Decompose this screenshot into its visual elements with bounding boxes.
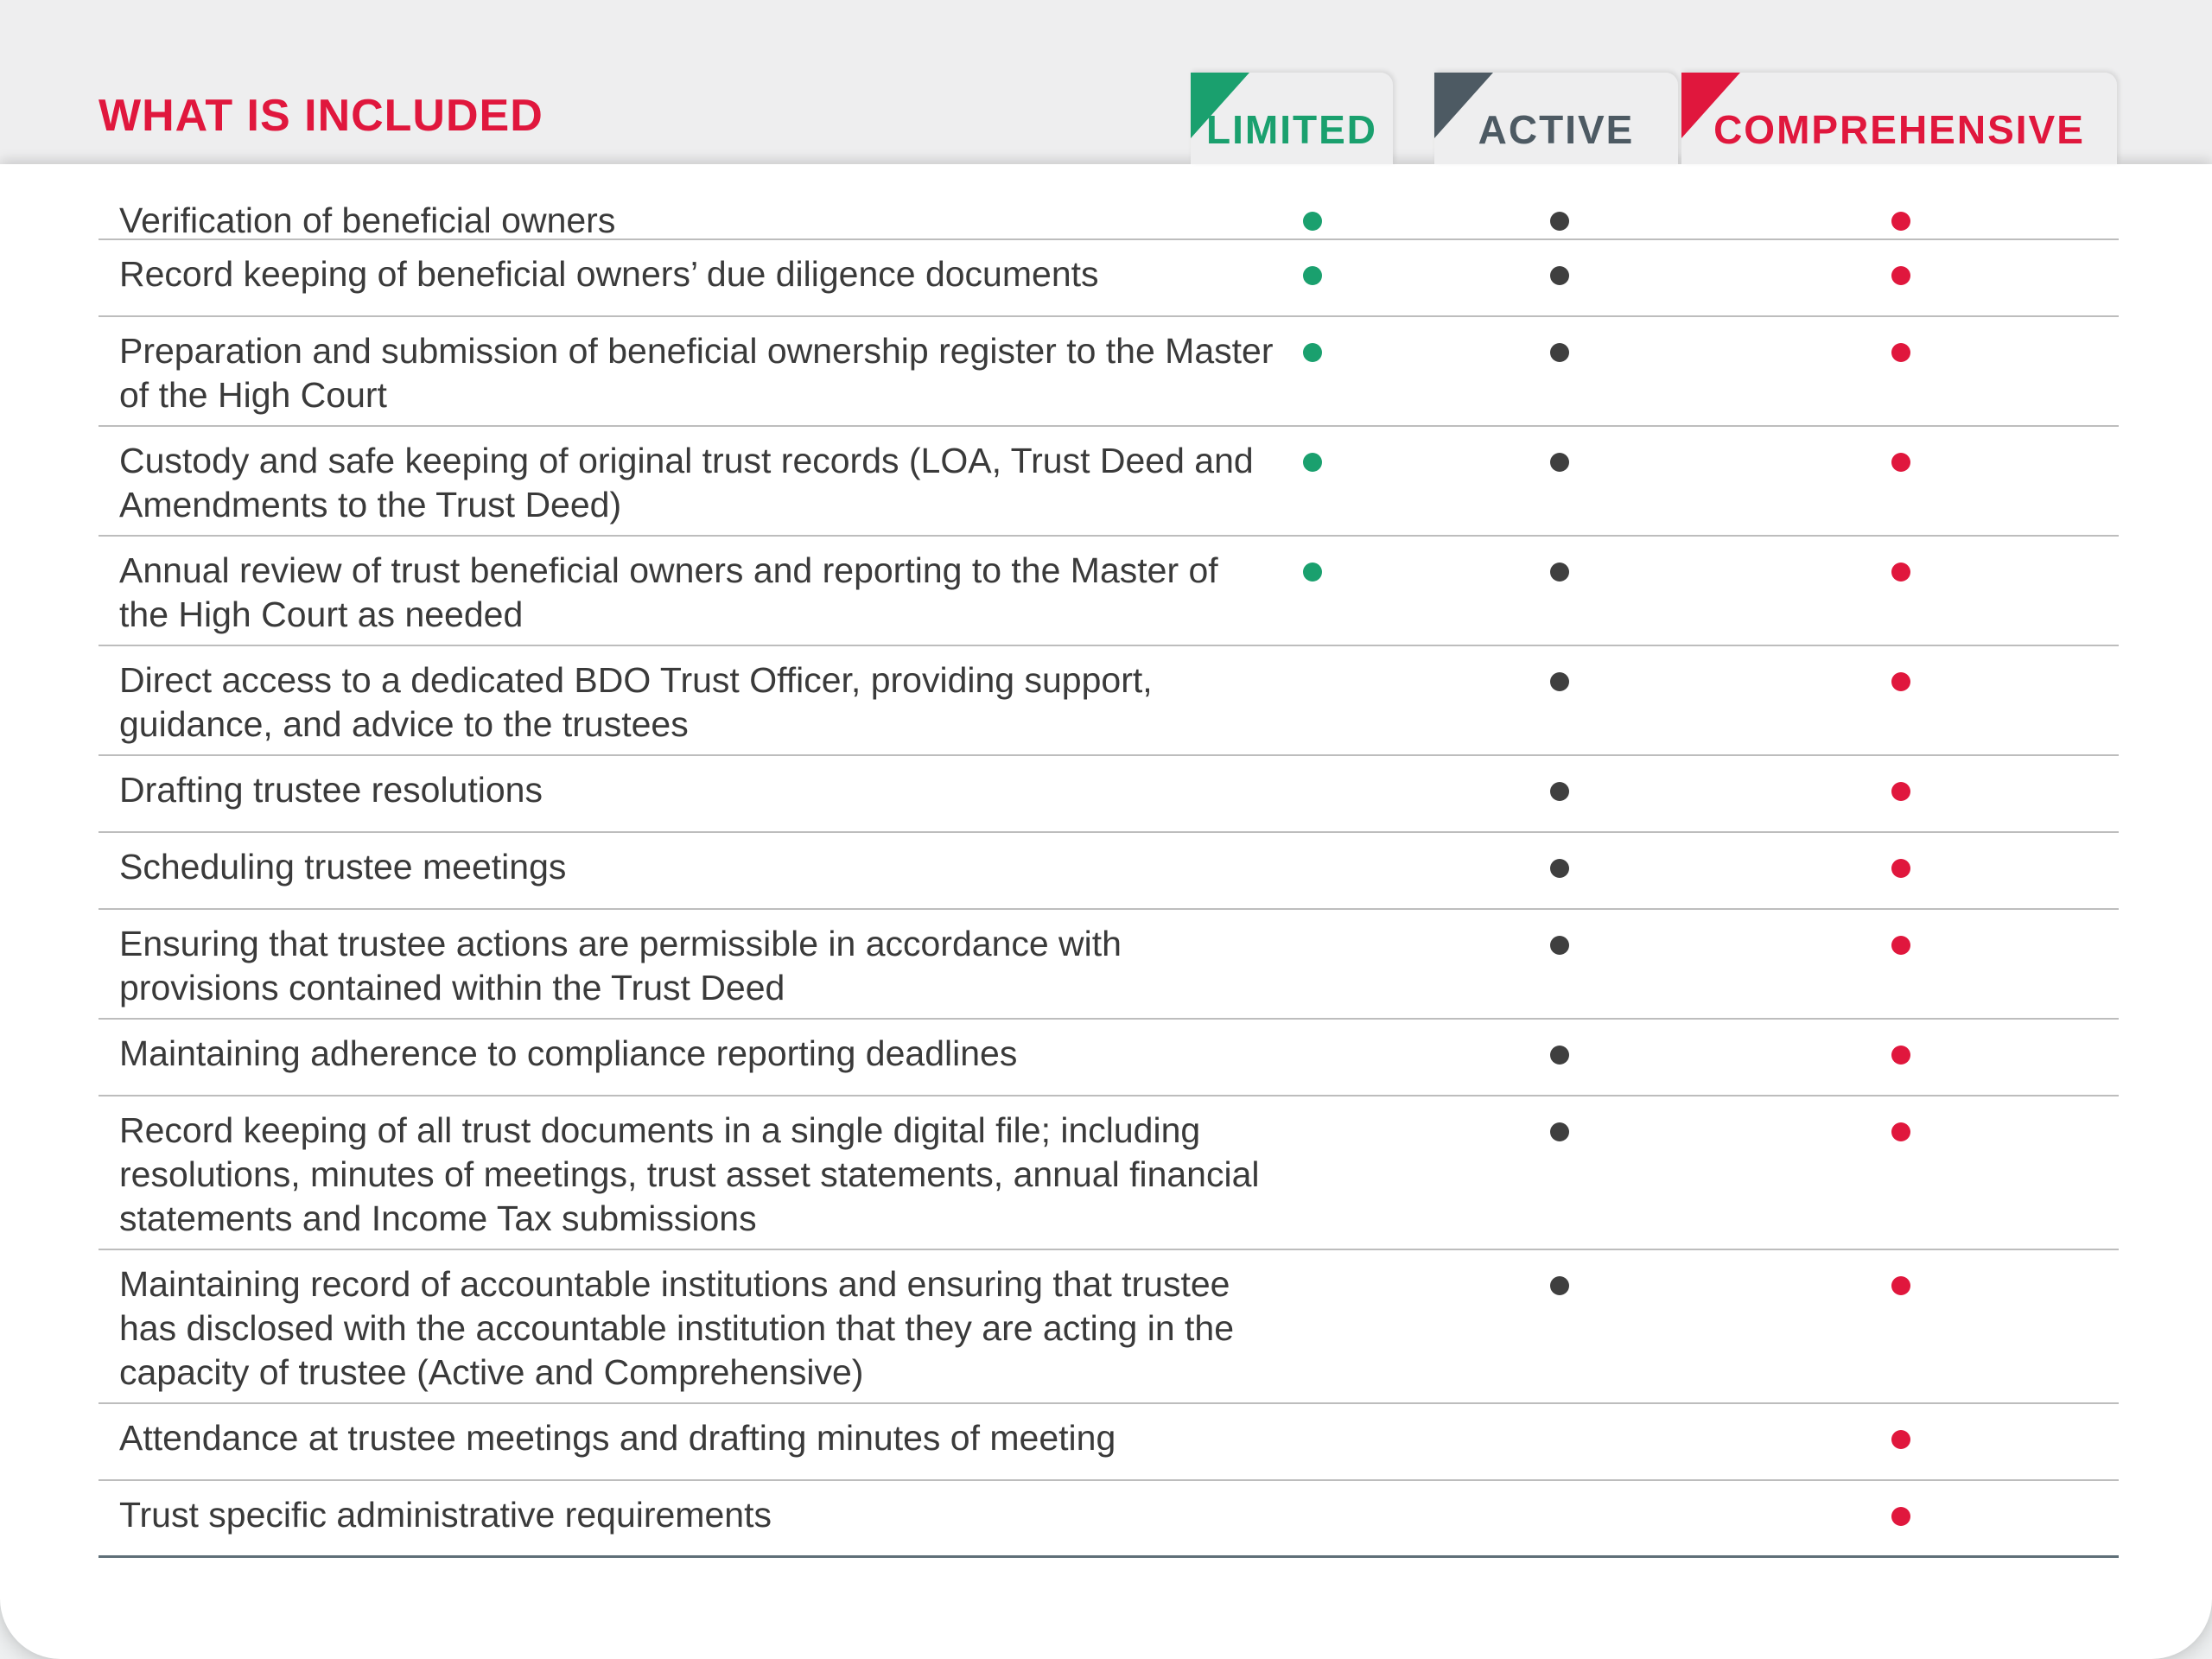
active-included-dot [1550,1046,1569,1065]
features-table [99,181,2119,1558]
comprehensive-included-dot [1891,1507,1910,1526]
active-included-dot [1550,453,1569,472]
table-row [99,537,2119,646]
comprehensive-included-dot [1891,343,1910,362]
feature-text: Preparation and submission of beneficial ownership register to the Master of the High Court [119,331,1274,415]
feature-text: Custody and safe keeping of original trust records (LOA, Trust Deed and Amendments to the Trust Deed) [119,441,1254,524]
table-row [99,1481,2119,1558]
comprehensive-included-dot [1891,1046,1910,1065]
active-included-dot [1550,859,1569,878]
comprehensive-included-dot [1891,936,1910,955]
table-row [99,1250,2119,1404]
table-row [99,427,2119,537]
tab-limited[interactable] [1191,73,1393,164]
comprehensive-included-dot [1891,266,1910,285]
active-included-dot [1550,936,1569,955]
feature-text: Direct access to a dedicated BDO Trust Officer, providing support, guidance, and advice to the trustees [119,660,1153,744]
feature-text: Scheduling trustee meetings [119,847,567,887]
active-included-dot [1550,343,1569,362]
comprehensive-included-dot [1891,1430,1910,1449]
limited-included-dot [1303,212,1322,231]
limited-included-dot [1303,266,1322,285]
active-included-dot [1550,1276,1569,1295]
feature-text: Ensuring that trustee actions are permissible in accordance with provisions contained within the Trust Deed [119,924,1122,1007]
table-row [99,240,2119,317]
tab-label-active: ACTIVE [1478,107,1635,152]
table-row [99,317,2119,427]
comprehensive-included-dot [1891,859,1910,878]
tab-comprehensive[interactable] [1681,73,2117,164]
feature-text: Attendance at trustee meetings and drafting minutes of meeting [119,1418,1116,1458]
comprehensive-included-dot [1891,782,1910,801]
feature-text: Record keeping of all trust documents in a single digital file; including resolutions, minutes of meetings, trust asset statements, annual financial statements and Income Tax submissions [119,1110,1260,1238]
table-row [99,1404,2119,1481]
table-row [99,910,2119,1020]
active-included-dot [1550,672,1569,691]
tab-label-limited: LIMITED [1206,107,1377,152]
limited-included-dot [1303,563,1322,582]
feature-text: Verification of beneficial owners [119,200,616,240]
active-included-dot [1550,266,1569,285]
feature-text: Trust specific administrative requirements [119,1495,772,1535]
section-title: WHAT IS INCLUDED [99,91,543,141]
active-included-dot [1550,563,1569,582]
active-included-dot [1550,1122,1569,1141]
active-included-dot [1550,212,1569,231]
table-row [99,1020,2119,1096]
feature-text: Annual review of trust beneficial owners and reporting to the Master of the High Court as needed [119,550,1218,634]
active-included-dot [1550,782,1569,801]
comprehensive-included-dot [1891,212,1910,231]
table-row [99,756,2119,833]
comprehensive-included-dot [1891,563,1910,582]
table-row [99,1096,2119,1250]
feature-text: Maintaining record of accountable institutions and ensuring that trustee has disclosed with the accountable institution that they are acting in the capacity of trustee (Active and Comprehensive) [119,1264,1235,1392]
comprehensive-included-dot [1891,672,1910,691]
table-row [99,646,2119,756]
limited-included-dot [1303,453,1322,472]
tab-label-comprehensive: COMPREHENSIVE [1713,107,2085,152]
tab-active[interactable] [1434,73,1678,164]
comprehensive-included-dot [1891,1122,1910,1141]
comprehensive-included-dot [1891,453,1910,472]
comprehensive-included-dot [1891,1276,1910,1295]
feature-text: Drafting trustee resolutions [119,770,543,810]
table-row [99,181,2119,240]
feature-text: Record keeping of beneficial owners’ due diligence documents [119,254,1099,294]
table-row [99,833,2119,910]
limited-included-dot [1303,343,1322,362]
feature-text: Maintaining adherence to compliance reporting deadlines [119,1033,1018,1073]
